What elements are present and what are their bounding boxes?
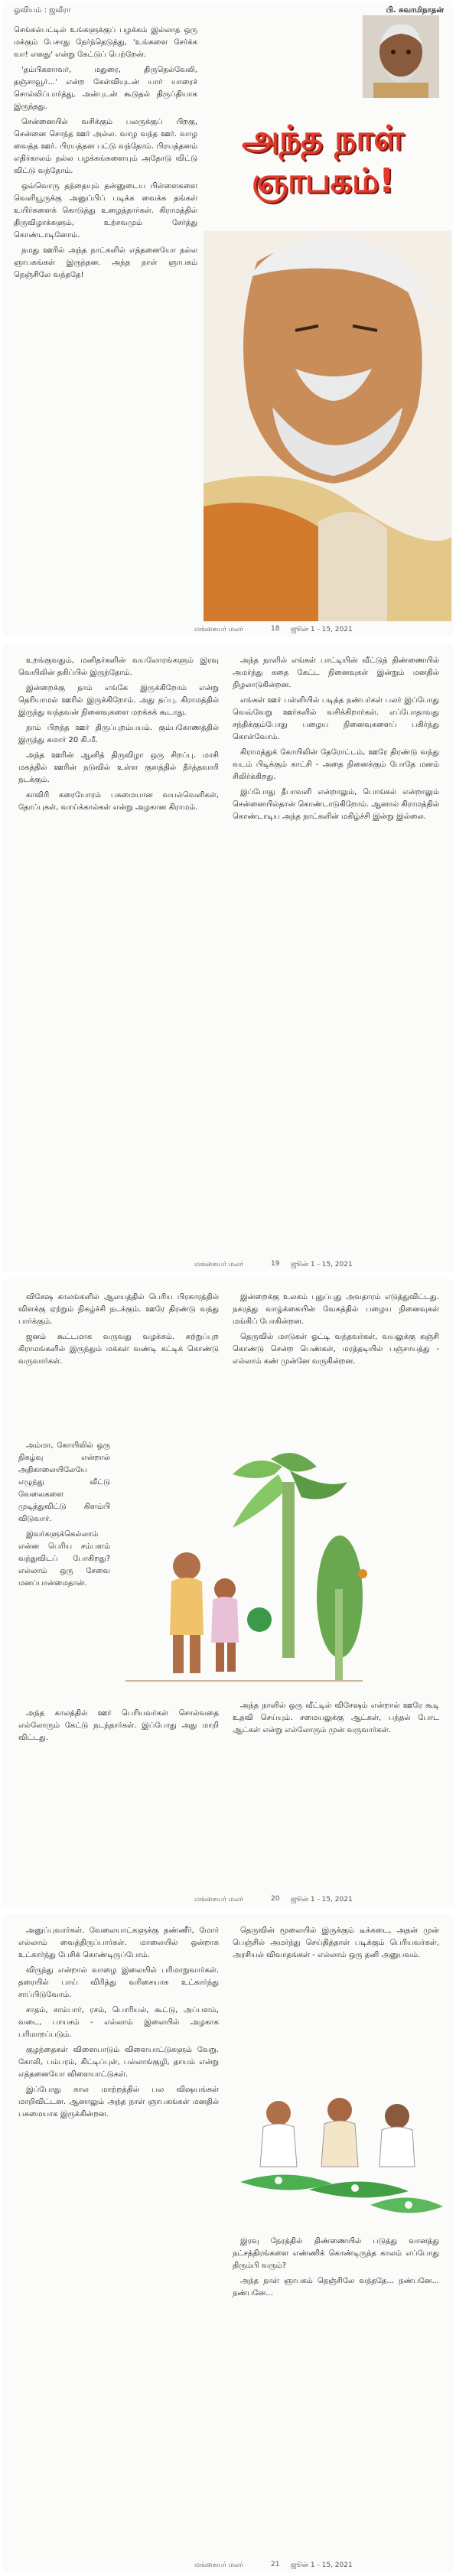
- page-footer: [3, 1893, 453, 1907]
- article-column-right-top: [233, 1925, 439, 2078]
- paragraph: தெருவில் மாடுகள் ஓட்டி வந்தவர்கள், வயலுக்கு கஞ்சி கொண்டு சென்ற பெண்கள், மரத்தடியில் பஞ்சாயத்து - எல்லாம் கண் முன்னே வருகின்றன.: [233, 1333, 439, 1366]
- magazine-name: மங்கையர் மலர்: [194, 626, 244, 633]
- paragraph: இவர்களுக்கெல்லாம் என்ன பெரிய சம்பளம் வந்துவிடப் போகிறது? எல்லாம் ஒரு சேவை மனப்பான்மைதான்.: [18, 1530, 110, 1588]
- page-number: 20: [271, 1895, 280, 1903]
- article-column-left-narrow: [18, 1440, 110, 1746]
- page-4: [3, 1914, 453, 2572]
- article-column-left-top: [18, 1291, 219, 1437]
- paragraph: கிராமத்துக் கோயிலின் தேரோட்டம், ஊரே திரண்டு வந்து வடம் பிடிக்கும் காட்சி - அதை நினைக்கும் போதே மனம் சிலிர்க்கிறது.: [233, 748, 439, 781]
- article-column-left: [18, 655, 219, 1252]
- illustrator-credit: ஓவியம் : ஜவீரா: [14, 6, 71, 15]
- paragraph: இரவு நேரத்தில் திண்ணையில் படுத்து வானத்து நட்சத்திரங்களை எண்ணிக் கொண்டிருந்த காலம் எப்போது திரும்பி வரும்?: [233, 2237, 439, 2270]
- article-column-right-bottom: [233, 1700, 439, 1884]
- paragraph: ஜனம் கூட்டமாக வருவது வழக்கம். சுற்றுப்புற கிராமங்களில் இருந்தும் மக்கள் வண்டி கட்டிக் கொண்டு வருவார்கள்.: [18, 1333, 219, 1366]
- paragraph: அந்த காலத்தில் ஊர் பெரியவர்கள் சொல்வதை எல்லோரும் கேட்டு நடந்தார்கள். இப்போது அது மாறி விட்டது.: [18, 1709, 219, 1742]
- author-photo-drawing: [363, 15, 439, 98]
- paragraph: சாதம், சாம்பார், ரசம், பொரியல், கூட்டு, அப்பளம், வடை, பாயசம் - எல்லாம் இலையில் அழகாக பரிமாறப்படும்.: [18, 2006, 219, 2039]
- paragraph: உறங்குவதும், மனிதர்களின் வயலோரங்களும் இரவு வெயிலின் தகிப்பில் இருந்தோம்.: [18, 656, 219, 677]
- paragraph: குழந்தைகள் விளையாடும் விளையாட்டுகளும் வேறு. கோலி, பம்பரம், கிட்டிப்புள், பல்லாங்குழி, தாயம் என்று எத்தனையோ விளையாட்டுகள்.: [18, 2046, 219, 2079]
- page-number: 18: [271, 625, 280, 633]
- paragraph: சென்னையில் வசிக்கும் பலருக்குப் பிறகு, சென்னை சொந்த ஊர் அல்ல. வாழ வந்த ஊர். வாழ வைத்த ஊர். பிரயத்தன பட்டு வந்தோம். பிரயத்தனம் எதிர்காலம் நல்ல பழக்கங்களையும் அதோடு விட்டு விட்டு வந்தோம்.: [14, 118, 197, 175]
- paragraph: விருந்து என்றால் வாழை இலையில் பரிமாறுவார்கள். தரையில் பாய் விரித்து வரிசையாக உட்கார்ந்து சாப்பிடுவோம்.: [18, 1966, 219, 1999]
- page-3: [3, 1279, 453, 1907]
- village-illustration: [118, 1436, 370, 1696]
- article-title: அந்த நாள் ஞாபகம்!: [241, 119, 405, 200]
- page-1: [3, 2, 453, 637]
- paragraph: 'தம்பிகளாவர், மதுரை, திருநெல்வேலி, தஞ்சாவூர்...' என்ற கேள்வியுடன் யார் யாரைச் சொல்லிப்பார்த்து, அன்புடன் கூடுதல் திருப்தியாக இருந்தது.: [14, 66, 197, 111]
- paragraph: அந்த நாளில் ஒரு வீட்டில் விசேஷம் என்றால் ஊரே கூடி உதவி செய்யும். சமையலுக்கு ஆட்கள், பந்தல் போட ஆட்கள் என்று எல்லோரும் முன் வருவார்கள்.: [233, 1702, 439, 1734]
- article-column-right-top: [233, 1291, 439, 1437]
- feast-illustration: [233, 2083, 447, 2228]
- page-number: 19: [271, 1260, 280, 1268]
- elder-man-illustration: [204, 231, 451, 621]
- page-2: [3, 644, 453, 1272]
- paragraph: அந்த ஊரின் ஆனித் திருவிழா ஒரு சிறப்பு. மாசி மகத்தில் ஊரின் நடுவில் உள்ள குளத்தில் தீர்த்தவாரி நடக்கும்.: [18, 751, 219, 784]
- hero-illustration: [204, 231, 451, 621]
- issue-date: ஜூன் 1 - 15, 2021: [291, 2561, 353, 2569]
- paragraph: இப்போது தீபாவளி என்றாலும், பொங்கல் என்றாலும் சென்னையில்தான் கொண்டாடுகிறோம். ஆனால் கிராமத்தில் கொண்டாடிய அந்த நாட்களின் மகிழ்ச்சி இன்று இல்லை.: [233, 788, 439, 821]
- page-number: 21: [271, 2561, 280, 2568]
- paragraph: விசேஷ காலங்களில் ஆலயத்தில் பெரிய பிரகாரத்தில் விளக்கு ஏற்றும் நிகழ்ச்சி நடக்கும். ஊரே திரண்டு வந்து பார்க்கும்.: [18, 1293, 219, 1326]
- article-column-right-bottom: [233, 2236, 439, 2549]
- banana-leaf-meal-illustration: [233, 2083, 447, 2228]
- paragraph: அனுப்புவார்கள். வேலையாட்களுக்கு தண்ணீர், மோர் எல்லாம் வைத்திருப்பார்கள். மாலையில் ஒன்றாக உட்கார்ந்து பேசிக் கொண்டிருப்போம்.: [18, 1926, 219, 1959]
- magazine-name: மங்கையர் மலர்: [194, 1261, 244, 1268]
- banana-tree-children-illustration: [118, 1436, 370, 1696]
- author-name: பி. சுவாமிநாதன்: [386, 6, 444, 15]
- issue-date: ஜூன் 1 - 15, 2021: [291, 1261, 353, 1268]
- magazine-name: மங்கையர் மலர்: [194, 1896, 244, 1904]
- paragraph: எங்கள் ஊர் பள்ளியில் படித்த நண்பர்கள் பலர் இப்போது வெவ்வேறு ஊர்களில் வசிக்கிறார்கள். எப்போதாவது சந்திக்கும்போது பழைய நினைவுகளைப் பகிர்ந்து கொள்வோம்.: [233, 696, 439, 741]
- article-column-right: [233, 655, 439, 1252]
- paragraph: அம்மா, கோயிலில் ஒரு நிகழ்வு என்றால் அதிகாலையிலேயே எழுந்து வீட்டு வேலைகளை முடித்துவிட்டு கிளம்பி விடுவார்.: [18, 1441, 110, 1523]
- paragraph: நமது ஊரில் அந்த நாட்களில் எத்தனையோ நல்ல ஞாபகங்கள் இருந்தன. அந்த நாள் ஞாபகம் நெஞ்சிலே வந்ததே!: [14, 246, 197, 279]
- article-column-page1: [14, 24, 197, 614]
- paragraph: தெருவின் மூலையில் இருக்கும் டீக்கடை, அதன் முன் பெஞ்சில் அமர்ந்து செய்தித்தாள் படிக்கும் பெரியவர்கள், அரசியல் விவாதங்கள் - எல்லாம் ஒரு தனி அனுபவம்.: [233, 1926, 439, 1959]
- author-photo: [363, 15, 439, 98]
- paragraph: அந்த நாள் ஞாபகம் நெஞ்சிலே வந்ததே... நண்பனே... நண்பனே...: [233, 2277, 439, 2298]
- article-column-left-bottom: [18, 1708, 219, 1884]
- page-footer: [3, 623, 453, 637]
- page-footer: [3, 2558, 453, 2572]
- paragraph: செங்கல்பட்டில் உங்களுக்குப் பழக்கம் இல்லாத ஒரு மக்கும் பேசாது நேர்ந்தெடுத்து, 'உங்களை சேர்க்க வா! எனது' என்று கேட்டுப் பெற்றேன்.: [14, 26, 197, 59]
- article-column-left: [18, 1925, 219, 2552]
- page-footer: [3, 1258, 453, 1272]
- issue-date: ஜூன் 1 - 15, 2021: [291, 626, 353, 633]
- paragraph: காவிரி கரையோரம் பசுமையான வயல்வெளிகள், தோப்புகள், வாய்க்கால்கள் என்று அழகான கிராமம்.: [18, 791, 219, 812]
- magazine-name: மங்கையர் மலர்: [194, 2561, 244, 2569]
- paragraph: இன்றைக்கு நாம் எங்கே இருக்கிறோம் என்று தெரியாமல் ஊரில் இருக்கிறோம். அது தப்பு. கிராமத்தில் இருந்து வந்தவன் நினைவுகளை மறக்கக் கூடாது.: [18, 684, 219, 717]
- paragraph: ஒவ்வொரு தந்தையும் தன்னுடைய பிள்ளைகளை வெளியூருக்கு அனுப்பிப் படிக்க வைக்க தங்கள் உயிர்களைக் கொடுத்து உழைத்தார்கள். கிராமத்தில் திருவிழாக்களும், உற்சவமும் சேர்த்து கொண்டாடினோம்.: [14, 182, 197, 239]
- issue-date: ஜூன் 1 - 15, 2021: [291, 1896, 353, 1904]
- paragraph: நாம் பிறந்த ஊர் திருப்புறம்பயம். கும்பகோணத்தில் இருந்து சுமார் 20 கி.மீ.: [18, 724, 219, 744]
- paragraph: இன்றைக்கு உலகம் புதுப்புது அவதாரம் எடுத்துவிட்டது. நகரத்து வாழ்க்கையின் வேகத்தில் பழைய நினைவுகள் மங்கிப் போகின்றன.: [233, 1293, 439, 1326]
- paragraph: இப்போது கால மாற்றத்தில் பல விஷயங்கள் மாறிவிட்டன. ஆனாலும் அந்த நாள் ஞாபகங்கள் மனதில் பசுமையாக இருக்கின்றன.: [18, 2086, 219, 2118]
- paragraph: அந்த நாளில் எங்கள் பாட்டியின் வீட்டுத் திண்ணையில் அமர்ந்து கதை கேட்ட நினைவுகள் இன்றும் மனதில் நிழலாடுகின்றன.: [233, 656, 439, 689]
